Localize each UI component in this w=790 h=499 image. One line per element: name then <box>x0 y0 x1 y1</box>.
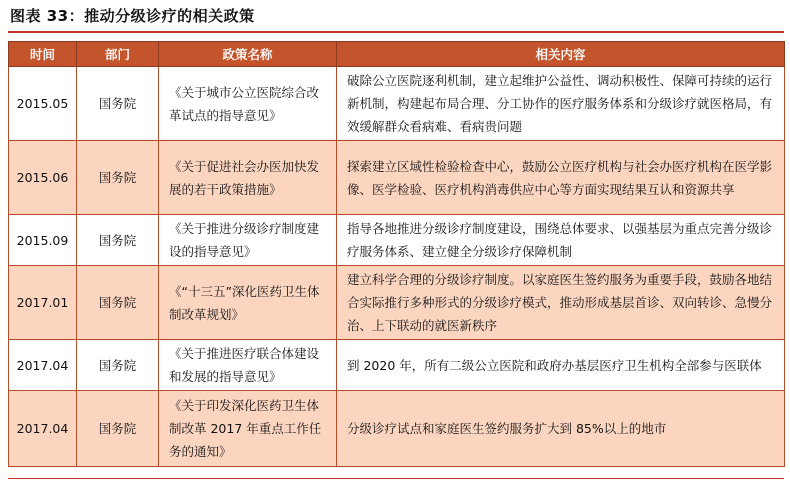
cell-dept: 国务院 <box>77 340 159 391</box>
table-row <box>9 215 785 266</box>
cell-policy-name: 《关于促进社会办医加快发展的若干政策措施》 <box>159 141 337 215</box>
cell-policy-name: 《关于印发深化医药卫生体制改革 2017 年重点工作任务的通知》 <box>159 391 337 467</box>
cell-policy-name: 《“十三五”深化医药卫生体制改革规划》 <box>159 266 337 340</box>
table-row <box>9 67 785 141</box>
cell-content: 到 2020 年，所有二级公立医院和政府办基层医疗卫生机构全部参与医联体 <box>337 340 785 391</box>
table-row <box>9 141 785 215</box>
figure-title: 图表 33：推动分级诊疗的相关政策 <box>10 7 255 25</box>
cell-time: 2015.06 <box>9 141 77 215</box>
bottom-divider <box>8 478 784 479</box>
title-divider <box>8 31 784 33</box>
cell-content: 分级诊疗试点和家庭医生签约服务扩大到 85%以上的地市 <box>337 391 785 467</box>
cell-content: 建立科学合理的分级诊疗制度。以家庭医生签约服务为重要手段，鼓励各地结合实际推行多种形式的分级诊疗模式，推动形成基层首诊、双向转诊、急慢分治、上下联动的就医新秩序 <box>337 266 785 340</box>
cell-time: 2017.04 <box>9 340 77 391</box>
header-policy-name: 政策名称 <box>159 42 337 67</box>
cell-time: 2017.04 <box>9 391 77 467</box>
header-dept: 部门 <box>77 42 159 67</box>
header-time: 时间 <box>9 42 77 67</box>
cell-policy-name: 《关于推进分级诊疗制度建设的指导意见》 <box>159 215 337 266</box>
cell-content: 指导各地推进分级诊疗制度建设，围绕总体要求、以强基层为重点完善分级诊疗服务体系、建立健全分级诊疗保障机制 <box>337 215 785 266</box>
cell-time: 2017.01 <box>9 266 77 340</box>
policy-table <box>8 41 785 467</box>
cell-dept: 国务院 <box>77 141 159 215</box>
cell-dept: 国务院 <box>77 67 159 141</box>
cell-dept: 国务院 <box>77 215 159 266</box>
cell-dept: 国务院 <box>77 391 159 467</box>
table-header-row <box>9 42 785 67</box>
cell-policy-name: 《关于城市公立医院综合改革试点的指导意见》 <box>159 67 337 141</box>
header-content: 相关内容 <box>337 42 785 67</box>
cell-policy-name: 《关于推进医疗联合体建设和发展的指导意见》 <box>159 340 337 391</box>
table-row <box>9 340 785 391</box>
cell-content: 探索建立区域性检验检查中心，鼓励公立医疗机构与社会办医疗机构在医学影像、医学检验、医疗机构消毒供应中心等方面实现结果互认和资源共享 <box>337 141 785 215</box>
cell-time: 2015.05 <box>9 67 77 141</box>
table-row <box>9 266 785 340</box>
cell-dept: 国务院 <box>77 266 159 340</box>
cell-time: 2015.09 <box>9 215 77 266</box>
cell-content: 破除公立医院逐利机制，建立起维护公益性、调动积极性、保障可持续的运行新机制，构建起布局合理、分工协作的医疗服务体系和分级诊疗就医格局，有效缓解群众看病难、看病贵问题 <box>337 67 785 141</box>
table-row <box>9 391 785 467</box>
